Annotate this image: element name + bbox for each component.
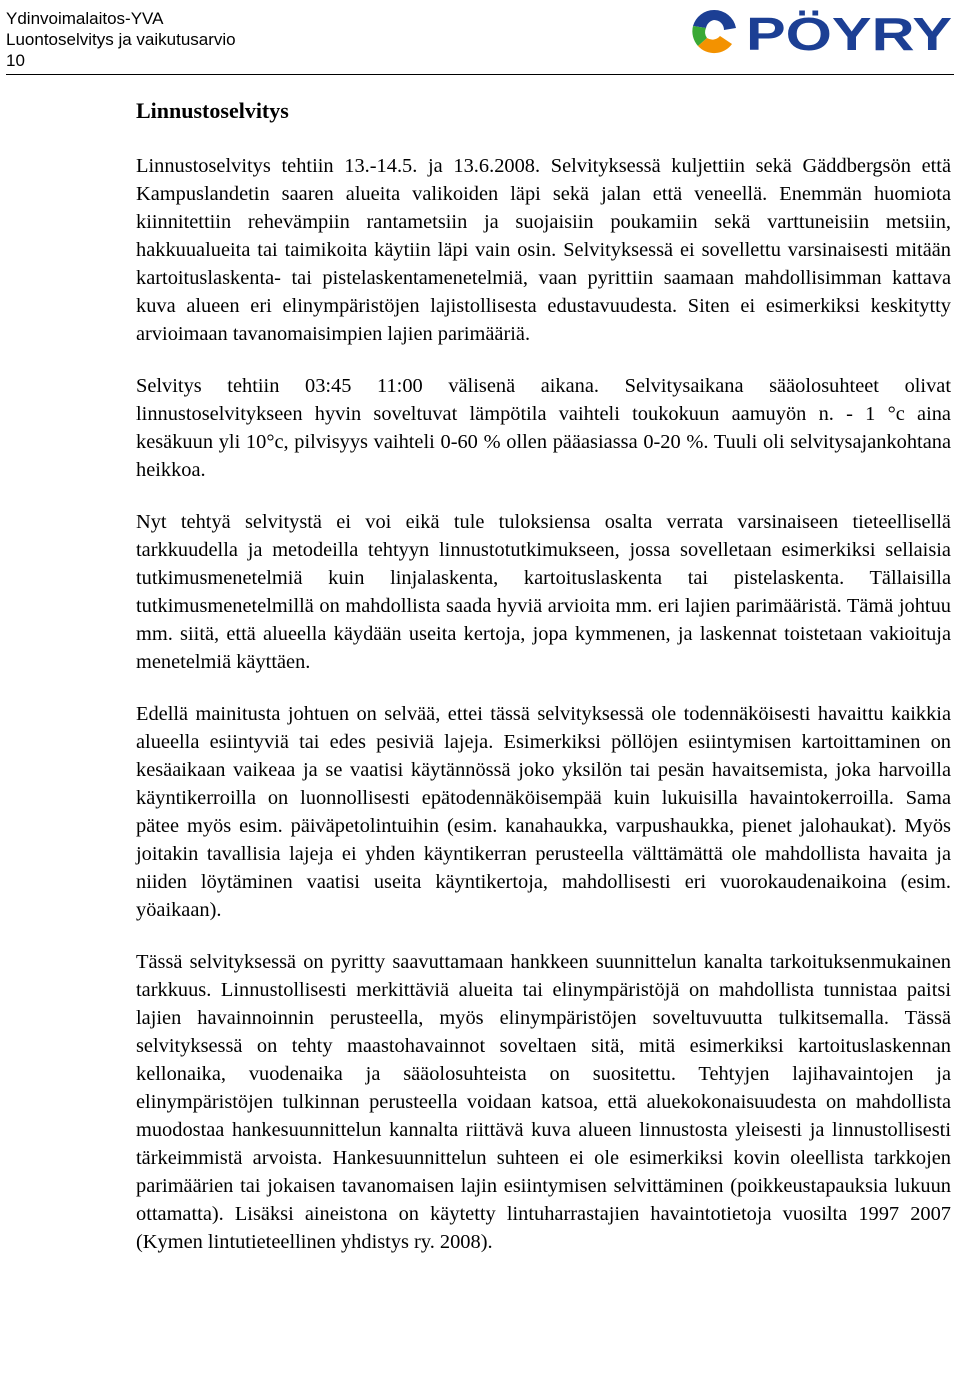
poyry-logo-mark-icon [688,6,954,58]
document-header [6,8,236,71]
header-report-subtitle: Luontoselvitys ja vaikutusarvio [6,30,236,49]
header-divider [6,74,954,75]
paragraph-5: Tässä selvityksessä on pyritty saavuttamaan hankkeen suunnittelun kanalta tarkoituksenmukainen tarkkuus. Linnustollisesti merkittäviä alueita tai elinympäristöjä on mahdollista tunnistaa paitsi lajien havainnoinnin perusteella, myös elinympäristöjen soveltuvuutta tulkitsemalla. Tässä selvityksessä on tehty maastohavainnot soveltaen sitä, mitä esimerkiksi kartoituslaskennan kellonaika, vuodenaika ja sääolosuhteista on suositettu. Tehtyjen lajihavaintojen ja elinympäristöjen tulkinnan perusteella voidaan katsoa, että aluekokonaisuudesta on mahdollista muodostaa hankesuunnittelun kannalta riittävä kuva alueen linnustosta yleisesti ja linnustollisesti tärkeimmistä arvoista. Hankesuunnittelun suhteen ei ole esimerkiksi kovin oleellista tarkkojen parimäärien tai jokaisen tavanomaisen lajin esiintymisen selvittäminen (poikkeustapauksia lukuun ottamatta). Lisäksi aineistona on käytetty lintuharrastajien havaintotietoja vuosilta 1997 2007 (Kymen lintutieteellinen yhdistys ry. 2008). [136,951,951,1253]
header-report-title: Ydinvoimalaitos-YVA [6,9,164,28]
poyry-logo [688,6,954,58]
paragraph-2: Selvitys tehtiin 03:45 11:00 välisenä aikana. Selvitysaikana sääolosuhteet olivat linnustoselvitykseen hyvin soveltuvat lämpötila vaihteli toukokuun aamuyön n. - 1 °c aina kesäkuun yli 10°c, pilvisyys vaihteli 0-60 % ollen pääasiassa 0-20 %. Tuuli oli selvitysajankohtana heikkoa. [136,375,951,481]
header-page-number: 10 [6,51,25,70]
logo-wordmark: PÖYRY [746,8,952,58]
paragraph-1: Linnustoselvitys tehtiin 13.-14.5. ja 13.6.2008. Selvityksessä kuljettiin sekä Gäddbergsön että Kampuslandetin saaren alueita valikoiden läpi sekä jalan että veneellä. Enemmän huomiota kiinnitettiin rehevämpiin rantametsiin ja suojaisiin poukamiin sekä varttuneisiin metsiin, hakkuualueita tai taimikoita käytiin läpi vain osin. Selvityksessä ei sovellettu varsinaisesti mitään kartoituslaskenta- tai pistelaskentamenetelmiä, vaan pyrittiin saamaan mahdollisimman kattava kuva alueen eri elinympäristöjen lajistollisesta edustavuudesta. Siten ei esimerkiksi keskitytty arvioimaan tavanomaisimpien lajien parimääriä. [136,155,951,345]
section-title: Linnustoselvitys [136,98,289,123]
document-body [136,96,951,1280]
paragraph-3: Nyt tehtyä selvitystä ei voi eikä tule tuloksiensa osalta verrata varsinaiseen tieteellisellä tarkkuudella ja metodeilla tehtyyn linnustotutkimukseen, jossa sovelletaan esimerkiksi sellaisia tutkimusmenetelmiä kuin linjalaskenta, kartoituslaskenta tai pistelaskenta. Tällaisilla tutkimusmenetelmillä on mahdollista saada hyviä arvioita mm. eri lajien parimääristä. Tämä johtuu mm. siitä, että alueella käydään useita kertoja, jopa kymmenen, ja laskennat toistetaan vakioituja menetelmiä käyttäen. [136,511,951,673]
paragraph-4: Edellä mainitusta johtuen on selvää, ettei tässä selvityksessä ole todennäköisesti havaittu kaikkia alueella esiintyviä tai edes pesiviä lajeja. Esimerkiksi pöllöjen esiintymisen kartoittaminen on kesäaikaan vaikeaa ja se vaatisi käytännössä joko yksilön tai pesän havaitsemista, joka harvoilla käyntikerroilla on luonnollisesti epätodennäköisempää kuin lukuisilla havaintokerroilla. Sama pätee myös esim. päiväpetolintuihin (esim. kanahaukka, varpushaukka, pienet jalohaukat). Myös joitakin tavallisia lajeja ei yhden käyntikerran perusteella välttämättä ole mahdollista havaita ja niiden löytäminen vaatisi useita käyntikertoja, mahdollisesti eri vuorokaudenaikoina (esim. yöaikaan). [136,703,951,921]
